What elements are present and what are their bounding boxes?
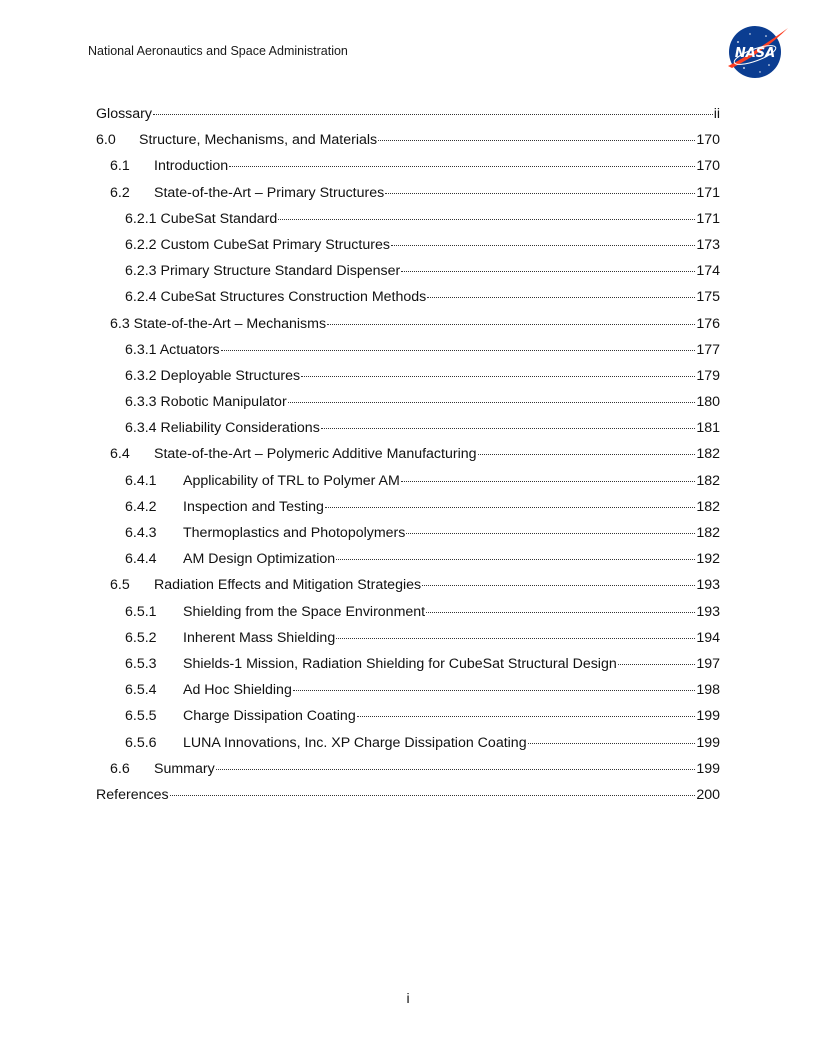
- toc-entry-title: Summary: [154, 760, 215, 777]
- toc-entry[interactable]: [96, 258, 720, 284]
- toc-entry[interactable]: [96, 599, 720, 625]
- toc-entry-page: 170: [696, 158, 720, 175]
- toc-dot-leader: [327, 320, 695, 325]
- toc-entry-title: Shields-1 Mission, Radiation Shielding for CubeSat Structural Design: [183, 655, 617, 672]
- toc-entry-title: 6.3 State-of-the-Art – Mechanisms: [110, 315, 327, 332]
- toc-entry-page: 181: [696, 420, 720, 437]
- toc-entry-title: Inherent Mass Shielding: [183, 629, 336, 646]
- toc-entry-page: 176: [696, 315, 720, 332]
- toc-entry-page: 193: [696, 577, 720, 594]
- toc-entry-number: 6.4: [110, 446, 130, 463]
- toc-entry[interactable]: [96, 677, 720, 703]
- toc-entry-title: 6.2.3 Primary Structure Standard Dispenser: [125, 263, 401, 280]
- toc-entry-title: 6.2.2 Custom CubeSat Primary Structures: [125, 236, 390, 253]
- toc-entry[interactable]: [96, 703, 720, 729]
- toc-dot-leader: [293, 686, 695, 691]
- toc-entry[interactable]: [96, 127, 720, 153]
- toc-entry-page: 192: [696, 551, 720, 568]
- toc-entry-page: 170: [696, 132, 720, 149]
- toc-entry-number: 6.5.5: [125, 708, 157, 725]
- toc-entry-number: 6.5: [110, 577, 130, 594]
- toc-dot-leader: [422, 581, 695, 586]
- toc-entry-page: 182: [696, 498, 720, 515]
- toc-entry-number: 6.4.3: [125, 525, 157, 541]
- toc-dot-leader: [426, 608, 695, 613]
- toc-dot-leader: [216, 765, 696, 770]
- nasa-logo-text: NASA: [734, 46, 776, 61]
- toc-entry-page: 174: [696, 263, 720, 280]
- toc-entry-page: 193: [696, 603, 720, 620]
- toc-entry-page: 182: [696, 446, 720, 463]
- toc-entry-page: 198: [696, 682, 720, 699]
- toc-entry-title: 6.3.2 Deployable Structures: [125, 367, 301, 384]
- toc-dot-leader: [406, 529, 695, 534]
- toc-dot-leader: [391, 241, 695, 246]
- toc-entry-page: 177: [696, 341, 720, 358]
- toc-entry-page: ii: [713, 106, 720, 122]
- toc-entry[interactable]: [96, 625, 720, 651]
- toc-entry-number: 6.5.4: [125, 682, 157, 699]
- toc-entry-title: Thermoplastics and Photopolymers: [183, 525, 406, 541]
- toc-entry-title: State-of-the-Art – Polymeric Additive Manufacturing: [154, 446, 477, 463]
- toc-entry[interactable]: [96, 232, 720, 258]
- toc-entry-title: AM Design Optimization: [183, 551, 336, 568]
- toc-entry-title: Shielding from the Space Environment: [183, 603, 426, 620]
- toc-entry[interactable]: [96, 520, 720, 546]
- toc-dot-leader: [378, 136, 695, 141]
- toc-entry-page: 171: [696, 210, 720, 227]
- toc-entry-title: Inspection and Testing: [183, 498, 324, 515]
- toc-entry[interactable]: [96, 441, 720, 467]
- toc-dot-leader: [336, 634, 695, 639]
- toc-entry[interactable]: [96, 284, 720, 310]
- toc-entry-page: 197: [696, 655, 720, 672]
- toc-entry-number: 6.5.1: [125, 603, 157, 620]
- toc-dot-leader: [478, 450, 696, 455]
- toc-dot-leader: [221, 346, 696, 351]
- toc-dot-leader: [301, 372, 695, 377]
- toc-entry-title: Radiation Effects and Mitigation Strategies: [154, 577, 422, 594]
- toc-entry-number: 6.5.2: [125, 629, 157, 646]
- toc-dot-leader: [170, 791, 696, 796]
- toc-entry-number: 6.5.6: [125, 734, 157, 751]
- toc-entry-page: 179: [696, 367, 720, 384]
- toc-entry-number: 6.1: [110, 158, 130, 175]
- toc-entry[interactable]: [96, 311, 720, 337]
- toc-entry-page: 199: [696, 760, 720, 777]
- toc-entry-title: References: [96, 786, 169, 803]
- toc-entry-title: Charge Dissipation Coating: [183, 708, 356, 725]
- toc-dot-leader: [401, 477, 695, 482]
- toc-dot-leader: [385, 189, 695, 194]
- toc-dot-leader: [336, 555, 695, 560]
- toc-entry-title: 6.3.3 Robotic Manipulator: [125, 394, 287, 411]
- toc-entry[interactable]: [96, 101, 720, 127]
- toc-entry[interactable]: [96, 153, 720, 179]
- toc-entry[interactable]: [96, 494, 720, 520]
- toc-entry-number: 6.5.3: [125, 655, 157, 672]
- toc-entry-page: 199: [696, 734, 720, 751]
- toc-entry[interactable]: [96, 180, 720, 206]
- toc-entry-title: LUNA Innovations, Inc. XP Charge Dissipation Coating: [183, 734, 527, 751]
- toc-entry-number: 6.4.4: [125, 551, 157, 568]
- page-number: i: [406, 990, 410, 1006]
- toc-entry[interactable]: [96, 546, 720, 572]
- toc-entry-page: 194: [696, 629, 720, 646]
- toc-entry-title: Structure, Mechanisms, and Materials: [139, 132, 378, 149]
- toc-entry[interactable]: [96, 337, 720, 363]
- toc-entry-page: 182: [696, 472, 720, 489]
- toc-entry[interactable]: [96, 651, 720, 677]
- toc-entry-page: 171: [696, 184, 720, 201]
- nasa-logo: [722, 22, 790, 82]
- toc-entry[interactable]: [96, 782, 720, 808]
- toc-dot-leader: [321, 424, 696, 429]
- toc-entry-page: 173: [696, 236, 720, 253]
- toc-dot-leader: [229, 162, 695, 167]
- toc-dot-leader: [427, 293, 695, 298]
- toc-entry-number: 6.0: [96, 132, 116, 149]
- toc-entry-title: 6.3.1 Actuators: [125, 341, 220, 358]
- toc-entry-page: 175: [696, 289, 720, 306]
- toc-entry-number: 6.2: [110, 184, 130, 201]
- toc-entry-number: 6.6: [110, 760, 130, 777]
- toc-entry-title: 6.2.1 CubeSat Standard: [125, 210, 278, 227]
- toc-dot-leader: [528, 739, 696, 744]
- toc-entry-title: Applicability of TRL to Polymer AM: [183, 472, 400, 489]
- toc-entry-title: State-of-the-Art – Primary Structures: [154, 184, 385, 201]
- table-of-contents: [96, 101, 720, 808]
- toc-entry[interactable]: [96, 468, 720, 494]
- toc-entry-title: Ad Hoc Shielding: [183, 682, 292, 699]
- toc-entry[interactable]: [96, 572, 720, 598]
- toc-entry-title: 6.3.4 Reliability Considerations: [125, 420, 320, 437]
- toc-entry-page: 182: [696, 525, 720, 541]
- toc-dot-leader: [325, 503, 695, 508]
- toc-entry-title: Introduction: [154, 158, 229, 175]
- toc-dot-leader: [357, 712, 696, 717]
- toc-entry[interactable]: [96, 730, 720, 756]
- toc-entry-page: 200: [696, 786, 720, 803]
- toc-entry[interactable]: [96, 363, 720, 389]
- toc-entry[interactable]: [96, 415, 720, 441]
- toc-entry-page: 180: [696, 394, 720, 411]
- toc-entry[interactable]: [96, 756, 720, 782]
- toc-entry-number: 6.4.2: [125, 498, 157, 515]
- toc-dot-leader: [288, 398, 696, 403]
- toc-entry-number: 6.4.1: [125, 472, 157, 489]
- toc-dot-leader: [278, 215, 695, 220]
- toc-entry-page: 199: [696, 708, 720, 725]
- header-organization: National Aeronautics and Space Administration: [88, 44, 348, 58]
- toc-entry-title: 6.2.4 CubeSat Structures Construction Methods: [125, 289, 427, 306]
- toc-entry-title: Glossary: [96, 106, 152, 122]
- toc-entry[interactable]: [96, 206, 720, 232]
- toc-dot-leader: [401, 267, 695, 272]
- toc-dot-leader: [618, 660, 696, 665]
- toc-dot-leader: [153, 110, 713, 115]
- toc-entry[interactable]: [96, 389, 720, 415]
